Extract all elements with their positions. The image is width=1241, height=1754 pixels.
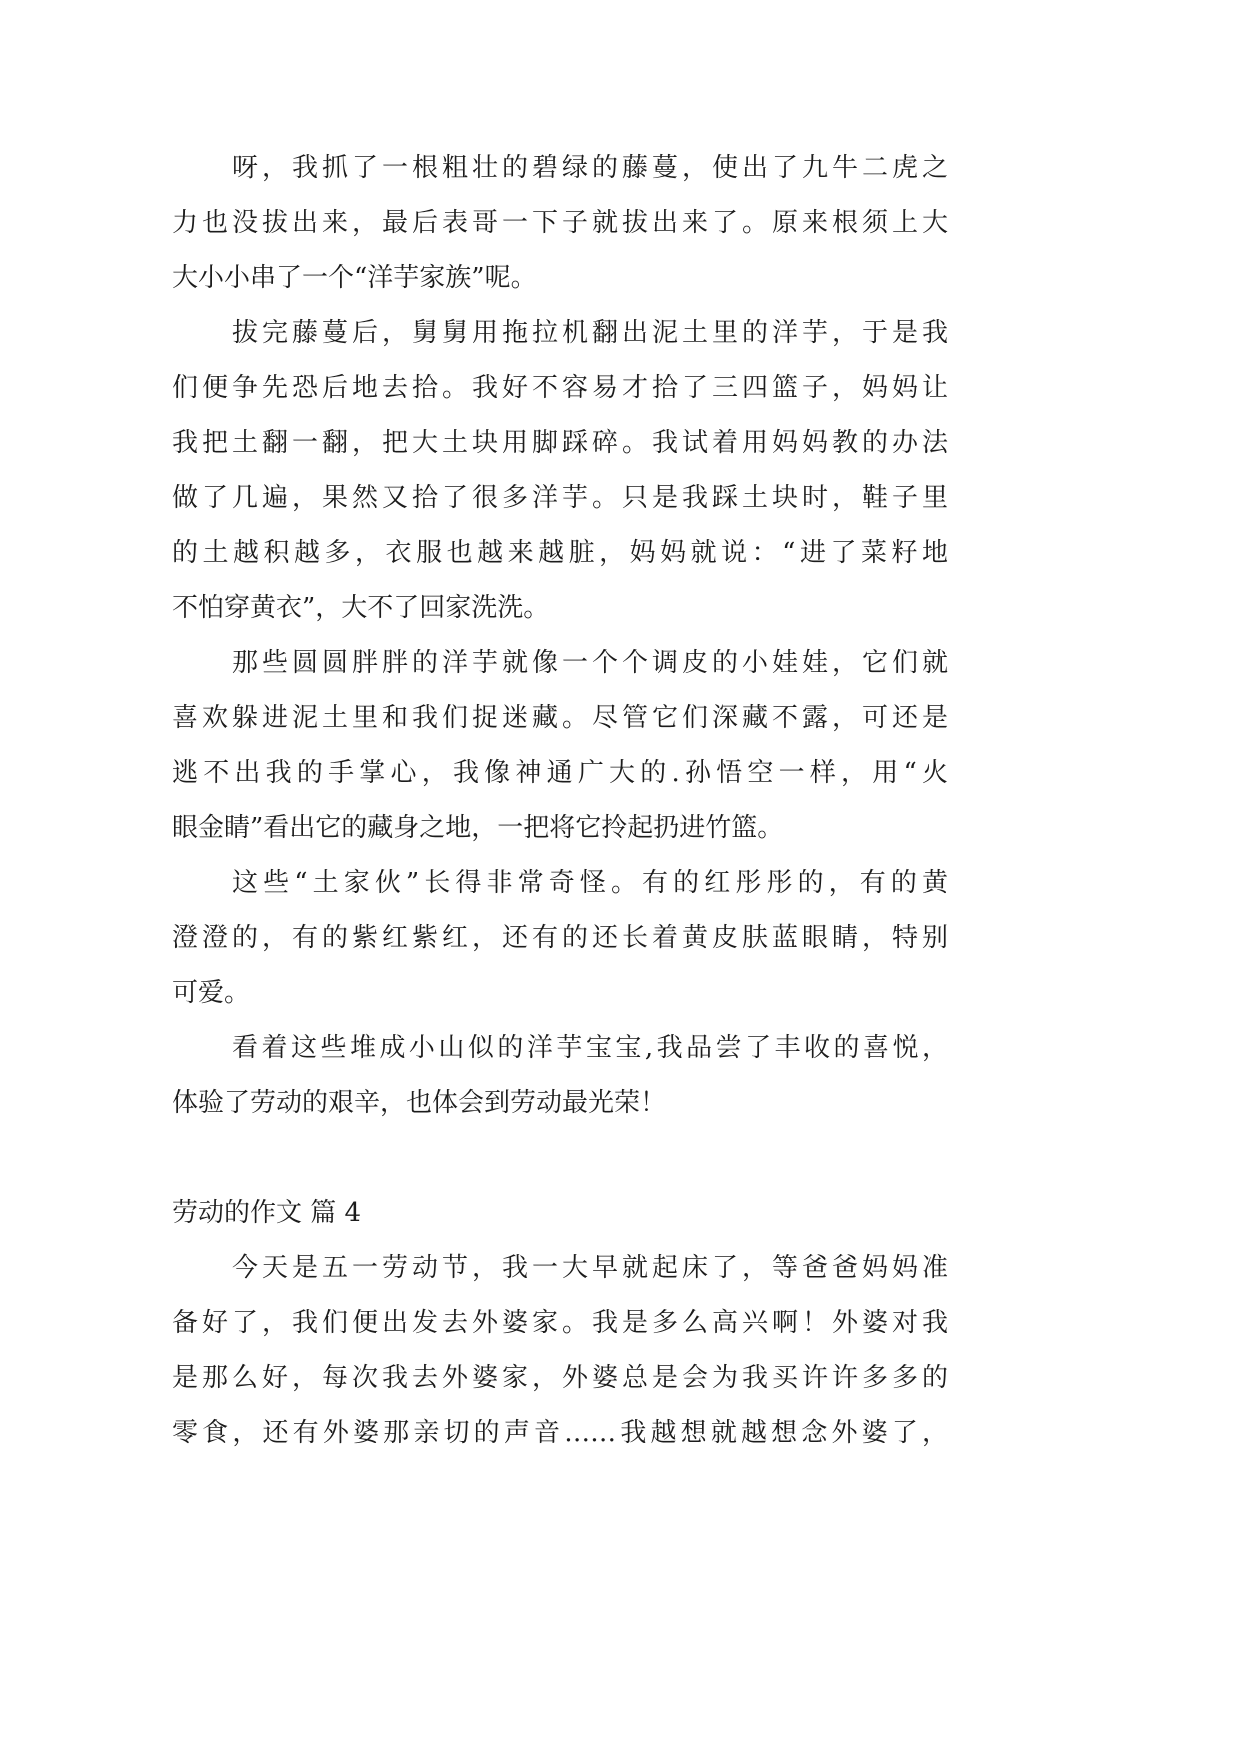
text-line: 体验了劳动的艰辛，也体会到劳动最光荣！ [172, 1088, 667, 1118]
text-line: 今天是五一劳动节，我一大早就起床了，等爸爸妈妈准 [232, 1253, 948, 1283]
text-line: 眼金睛”看出它的藏身之地，一把将它拎起扔进竹篮。 [172, 813, 784, 843]
text-line: 澄澄的，有的紫红紫红，还有的还长着黄皮肤蓝眼睛，特别 [172, 923, 948, 953]
text-line: 呀，我抓了一根粗壮的碧绿的藤蔓，使出了九牛二虎之 [232, 153, 948, 183]
text-line: 看着这些堆成小山似的洋芋宝宝,我品尝了丰收的喜悦， [232, 1033, 948, 1063]
text-line: 们便争先恐后地去拾。我好不容易才拾了三四篮子，妈妈让 [172, 373, 948, 403]
section-heading: 劳动的作文 篇 4 [172, 1198, 362, 1228]
text-line: 喜欢躲进泥土里和我们捉迷藏。尽管它们深藏不露，可还是 [172, 703, 948, 733]
text-line: 备好了，我们便出发去外婆家。我是多么高兴啊！外婆对我 [172, 1308, 948, 1338]
text-line: 是那么好，每次我去外婆家，外婆总是会为我买许许多多的 [172, 1363, 948, 1393]
text-line: 拔完藤蔓后，舅舅用拖拉机翻出泥土里的洋芋，于是我 [232, 318, 948, 348]
text-line: 的土越积越多，衣服也越来越脏，妈妈就说：“进了菜籽地 [172, 538, 948, 568]
text-line: 可爱。 [172, 978, 251, 1008]
text-line: 大小小串了一个“洋芋家族”呢。 [172, 263, 537, 293]
paragraph [172, 636, 948, 856]
text-line: 不怕穿黄衣”，大不了回家洗洗。 [172, 593, 550, 623]
paragraph [172, 856, 948, 1021]
text-line: 力也没拔出来，最后表哥一下子就拔出来了。原来根须上大 [172, 208, 948, 238]
text-line: 做了几遍，果然又拾了很多洋芋。只是我踩土块时，鞋子里 [172, 483, 948, 513]
text-line: 零食，还有外婆那亲切的声音……我越想就越想念外婆了， [172, 1418, 948, 1448]
paragraph [172, 141, 948, 306]
text-line: 这些“土家伙”长得非常奇怪。有的红彤彤的，有的黄 [232, 868, 948, 898]
paragraph [172, 306, 948, 636]
text-line: 我把土翻一翻，把大土块用脚踩碎。我试着用妈妈教的办法 [172, 428, 948, 458]
text-line: 逃不出我的手掌心，我像神通广大的.孙悟空一样，用“火 [172, 758, 948, 788]
paragraph [172, 1241, 948, 1461]
text-line: 那些圆圆胖胖的洋芋就像一个个调皮的小娃娃，它们就 [232, 648, 948, 678]
paragraph [172, 1021, 948, 1131]
document-body [172, 141, 948, 1461]
